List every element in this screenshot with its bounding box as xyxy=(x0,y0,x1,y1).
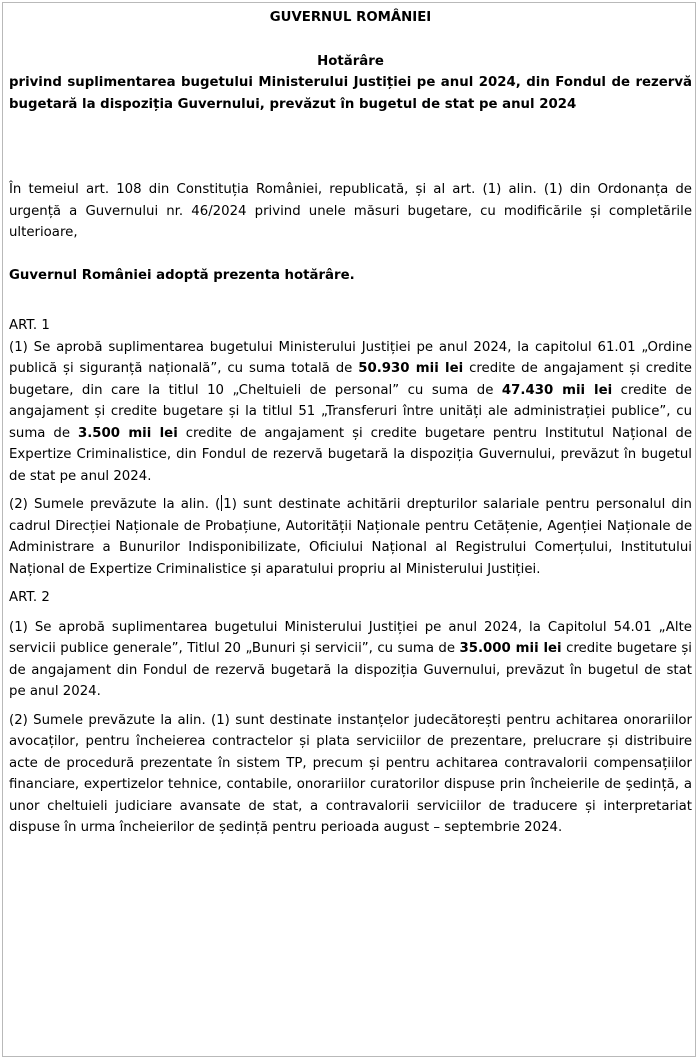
amount-services: 35.000 mii lei xyxy=(459,641,562,656)
text-segment: (1) Se aprobă suplimentarea bugetului Ministerului Justiției pe anul 2024, la capitolul 61.01 „Ordine publică și siguranță națională”, cu suma totală de xyxy=(9,339,692,376)
text-segment: credite de angajament și credite bugetare, din care la titlul 10 „Cheltuieli de personal” cu suma de xyxy=(9,361,692,398)
article-2-label: ART. 2 xyxy=(9,590,50,605)
text-segment: (1) Se aprobă suplimentarea bugetului Ministerului Justiției pe anul 2024, la Capitolul 54.01 „Alte servicii publice generale”, Titlul 20 „Bunuri și servicii”, cu suma de xyxy=(9,619,692,656)
amount-total: 50.930 mii lei xyxy=(358,361,464,376)
article-1-paragraph-1 xyxy=(9,337,692,488)
document-type-heading: Hotărâre xyxy=(317,54,384,69)
text-segment: credite de angajament și credite bugetare și la titlul 51 „Transferuri între unități ale administrației publice”, cu suma de xyxy=(9,382,692,441)
text-segment: (2) Sumele prevăzute la alin. ( xyxy=(9,497,221,512)
text-segment: 1) sunt destinate achitării drepturilor salariale pentru personalul din cadrul Direcției Naționale de Probațiune, Autorității Naționale pentru Cetățenie, Agenției Naționale de Administrare a Bunurilor Indisponibilizate, Oficiului Național al Registrului Comerțului, Institutului Național de Expertize Criminalistice și aparatului propriu al Ministerului Justiției. xyxy=(9,497,692,577)
text-segment: credite bugetare și de angajament din Fondul de rezervă bugetară la dispoziția Guvernului, prevăzut în bugetul de stat pe anul 2024. xyxy=(9,641,692,699)
article-1-paragraph-2 xyxy=(9,494,692,580)
article-1-label: ART. 1 xyxy=(9,318,50,333)
amount-transfers: 3.500 mii lei xyxy=(77,425,178,441)
decision-subtitle: privind suplimentarea bugetului Ministerului Justiției pe anul 2024, din Fondul de rezervă bugetară la dispoziția Guvernului, prevăzut în bugetul de stat pe anul 2024 xyxy=(9,75,692,112)
article-2-paragraph-1 xyxy=(9,617,692,703)
amount-personnel: 47.430 mii lei xyxy=(501,382,613,398)
legal-basis-paragraph: În temeiul art. 108 din Constituția României, republicată, și al art. (1) alin. (1) din Ordonanța de urgență a Guvernului nr. 46/2024 privind unele măsuri bugetare, cu modificările și completările ulterioare, xyxy=(9,182,692,240)
article-2-paragraph-2: (2) Sumele prevăzute la alin. (1) sunt destinate instanțelor judecătorești pentru achitarea onorariilor avocaților, pentru încheierea contractelor și plata serviciilor de prezentare, prelucrare și distribuire acte de procedură prezentate în sistem TP, precum și pentru achitarea contravalorii compensațiilor financiare, expertizelor tehnice, contabile, onorariilor curatorilor dispuse prin încheierile de ședință, a unor cheltuieli judiciare avansate de stat, a contravalorii serviciilor de traducere și interpretariat dispuse în urma încheierilor de ședință pentru perioada august – septembrie 2024. xyxy=(9,712,692,835)
text-segment: credite de angajament și credite bugetare pentru Institutul Național de Expertize Criminalistice, din Fondul de rezervă bugetară la dispoziția Guvernului, prevăzut în bugetul de stat pe anul 2024. xyxy=(9,425,692,484)
adoption-statement: Guvernul României adoptă prezenta hotărâre. xyxy=(9,267,355,283)
document-body xyxy=(9,8,692,839)
government-heading: GUVERNUL ROMÂNIEI xyxy=(269,10,432,25)
